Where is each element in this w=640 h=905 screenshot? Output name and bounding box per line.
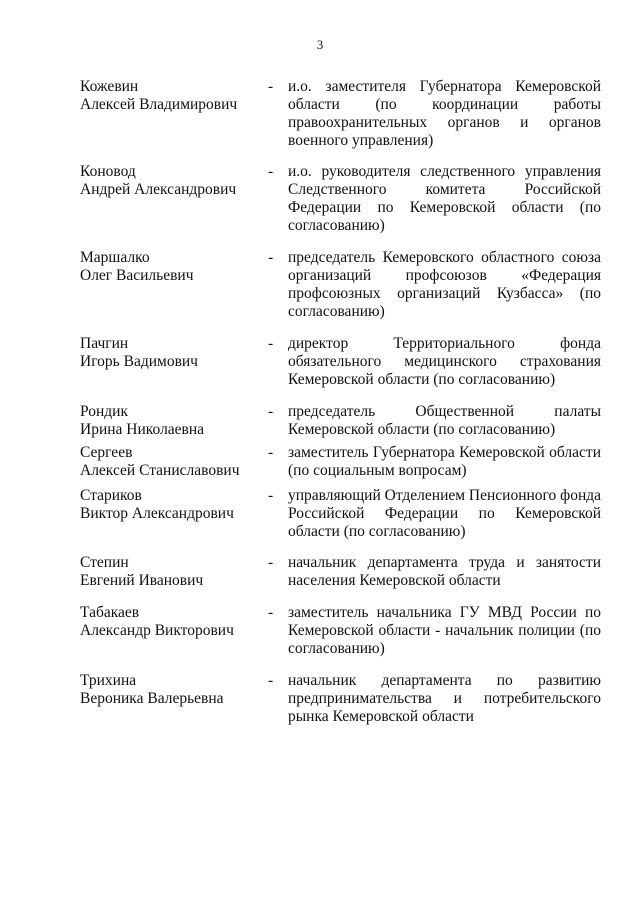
entry-dash: -	[268, 672, 274, 689]
member-given-names: Евгений Иванович	[80, 572, 204, 589]
member-surname: Табакаев	[80, 604, 140, 621]
member-given-names: Алексей Станиславович	[80, 462, 240, 479]
page-number: 3	[316, 37, 324, 52]
entry-dash: -	[268, 249, 274, 266]
member-role: заместитель начальника ГУ МВД России по Кемеровской области - начальник полиции (по согласованию)	[288, 604, 601, 657]
member-name	[80, 163, 260, 199]
member-surname: Сергеев	[80, 444, 133, 461]
member-surname: Стариков	[80, 487, 142, 504]
entry-dash: -	[268, 554, 274, 571]
entry-dash: -	[268, 604, 274, 621]
member-entry	[0, 249, 640, 321]
member-surname: Коновод	[80, 163, 136, 180]
member-role: председатель Общественной палаты Кемеровской области (по согласованию)	[288, 403, 601, 438]
member-surname: Трихина	[80, 672, 137, 689]
member-name	[80, 78, 260, 114]
member-given-names: Игорь Вадимович	[80, 353, 198, 370]
member-given-names: Ирина Николаевна	[80, 421, 205, 438]
entry-dash: -	[268, 335, 274, 352]
member-given-names: Алексей Владимирович	[80, 96, 238, 113]
member-given-names: Олег Васильевич	[80, 267, 194, 284]
member-given-names: Вероника Валерьевна	[80, 690, 224, 707]
member-given-names: Андрей Александрович	[80, 181, 237, 198]
member-given-names: Виктор Александрович	[80, 505, 234, 522]
member-surname: Степин	[80, 554, 129, 571]
entry-dash: -	[268, 403, 274, 420]
member-role: начальник департамента по развитию предпринимательства и потребительского рынка Кемеровской области	[288, 672, 601, 725]
member-entry	[0, 672, 640, 726]
member-surname: Пачгин	[80, 335, 129, 352]
member-role: начальник департамента труда и занятости населения Кемеровской области	[288, 554, 601, 589]
entry-dash: -	[268, 444, 274, 461]
member-role: директор Территориального фонда обязательного медицинского страхования Кемеровской области (по согласованию)	[288, 335, 601, 388]
member-surname: Маршалко	[80, 249, 150, 266]
member-surname: Рондик	[80, 403, 128, 420]
member-role: и.о. руководителя следственного управления Следственного комитета Российской Федерации по Кемеровской области (по согласованию)	[288, 163, 601, 234]
member-name	[80, 444, 260, 480]
member-role: управляющий Отделением Пенсионного фонда Российской Федерации по Кемеровской области (по согласованию)	[288, 487, 602, 540]
member-role: заместитель Губернатора Кемеровской области (по социальным вопросам)	[288, 444, 601, 479]
member-entry	[0, 604, 640, 658]
member-name	[80, 487, 260, 523]
member-entry	[0, 444, 640, 480]
member-name	[80, 672, 260, 708]
member-entry	[0, 487, 640, 541]
member-entry	[0, 403, 640, 439]
member-name	[80, 554, 260, 590]
entry-dash: -	[268, 487, 274, 504]
member-name	[80, 249, 260, 285]
member-given-names: Александр Викторович	[80, 622, 234, 639]
member-list	[0, 78, 640, 726]
member-entry	[0, 335, 640, 389]
member-role: и.о. заместителя Губернатора Кемеровской области (по координации работы правоохранительных органов и органов военного управления)	[288, 78, 601, 149]
member-surname: Кожевин	[80, 78, 139, 95]
member-role: председатель Кемеровского областного союза организаций профсоюзов «Федерация профсоюзных организаций Кузбасса» (по согласованию)	[288, 249, 601, 320]
entry-dash: -	[268, 78, 274, 95]
member-name	[80, 604, 260, 640]
entry-dash: -	[268, 163, 274, 180]
member-entry	[0, 78, 640, 150]
member-entry	[0, 163, 640, 235]
member-name	[80, 335, 260, 371]
member-entry	[0, 554, 640, 590]
member-name	[80, 403, 260, 439]
